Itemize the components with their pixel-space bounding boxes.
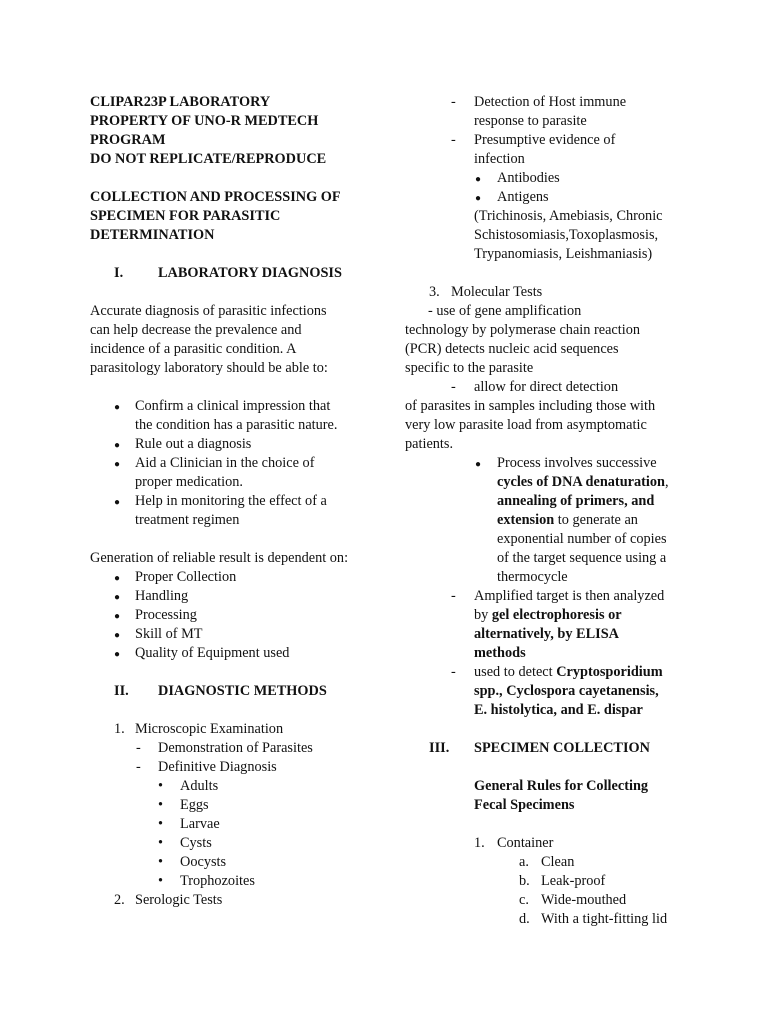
list-item	[90, 454, 372, 492]
dash-marker: -	[451, 588, 456, 604]
list-item-text: Detection of Host immune	[474, 94, 627, 110]
title-line: SPECIMEN FOR PARASITIC	[90, 208, 281, 224]
bold-text: annealing of primers, and	[497, 493, 655, 509]
paragraph-line: (PCR) detects nucleic acid sequences	[405, 341, 619, 357]
section-heading-laboratory-diagnosis	[90, 264, 372, 283]
dash-marker: -	[136, 759, 141, 775]
list-item	[90, 796, 372, 815]
header-line: CLIPAR23P LABORATORY	[90, 94, 271, 110]
reliable-list	[90, 568, 372, 663]
list-item	[90, 568, 372, 587]
list-item-text: Handling	[135, 588, 189, 604]
list-item	[90, 815, 372, 834]
bullet-icon: •	[158, 778, 164, 794]
list-item	[90, 435, 372, 454]
rule-label: Container	[497, 835, 554, 851]
bullet-icon: •	[158, 835, 164, 851]
list-item-text: response to parasite	[474, 113, 587, 129]
bullet-icon	[114, 568, 120, 588]
list-item-text: Amplified target is then analyzed	[474, 588, 665, 604]
list-item-text	[497, 473, 690, 492]
list-item-text: Process involves successive	[497, 455, 657, 471]
method-microscopic	[90, 720, 372, 739]
list-item	[90, 625, 372, 644]
section-title: LABORATORY DIAGNOSIS	[158, 265, 342, 281]
list-item	[405, 910, 690, 929]
list-item-text: Skill of MT	[135, 626, 203, 642]
list-item-text: of the target sequence using a	[497, 550, 667, 566]
header-line: DO NOT REPLICATE/REPRODUCE	[90, 151, 327, 167]
list-item	[405, 587, 690, 663]
bullet-icon	[114, 397, 120, 417]
list-item-text: Larvae	[180, 816, 220, 832]
list-item	[90, 587, 372, 606]
intro-paragraph	[90, 302, 372, 378]
rule-container	[405, 834, 690, 853]
heading-line: General Rules for Collecting	[474, 778, 649, 794]
right-column	[405, 93, 690, 929]
list-item-text: Quality of Equipment used	[135, 645, 290, 661]
list-item	[90, 492, 372, 530]
paragraph-line: incidence of a parasitic condition. A	[90, 341, 297, 357]
section-number: II.	[114, 683, 129, 699]
list-letter: a.	[519, 854, 529, 870]
section-heading-diagnostic-methods	[90, 682, 372, 701]
header-line: PROGRAM	[90, 132, 166, 148]
parasite-forms-list	[90, 777, 372, 891]
list-item-text: Cysts	[180, 835, 212, 851]
list-item	[405, 93, 690, 131]
list-item-text: treatment regimen	[135, 512, 240, 528]
list-item-text	[497, 511, 690, 530]
list-item-text: Antigens	[497, 189, 549, 205]
list-item-text: Eggs	[180, 797, 209, 813]
bullet-icon: •	[158, 797, 164, 813]
paragraph-line: technology by polymerase chain reaction	[405, 322, 641, 338]
bullet-icon	[475, 188, 481, 208]
method-label: Molecular Tests	[451, 284, 543, 300]
paragraph-line: patients.	[405, 436, 454, 452]
title-line: DETERMINATION	[90, 227, 215, 243]
paragraph-line: Accurate diagnosis of parasitic infections	[90, 303, 327, 319]
header-line: PROPERTY OF UNO-R MEDTECH	[90, 113, 319, 129]
list-item	[90, 606, 372, 625]
paragraph-line: Trypanomiasis, Leishmaniasis)	[474, 246, 653, 262]
paragraph-line: (Trichinosis, Amebiasis, Chronic	[474, 208, 663, 224]
bullet-icon: •	[158, 873, 164, 889]
list-item-text: Oocysts	[180, 854, 227, 870]
paragraph-line: - use of gene amplification	[428, 303, 582, 319]
list-item	[90, 397, 372, 435]
list-item-text: Confirm a clinical impression that	[135, 398, 331, 414]
bullet-icon	[114, 644, 120, 664]
method-label: Serologic Tests	[135, 892, 223, 908]
list-item-text: Demonstration of Parasites	[158, 740, 313, 756]
list-item-text: proper medication.	[135, 474, 243, 490]
dash-marker: -	[136, 740, 141, 756]
list-item	[405, 378, 690, 397]
list-item	[405, 169, 690, 188]
bold-text: cycles of DNA denaturation	[497, 474, 665, 490]
list-item-text	[474, 606, 690, 625]
list-item	[90, 777, 372, 796]
title-line: COLLECTION AND PROCESSING OF	[90, 189, 341, 205]
method-label: Microscopic Examination	[135, 721, 284, 737]
section-number: I.	[114, 265, 124, 281]
list-item-text: Clean	[541, 854, 575, 870]
list-item	[90, 644, 372, 663]
list-item-text: Antibodies	[497, 170, 560, 186]
bold-text: extension	[497, 512, 555, 528]
list-item-text: allow for direct detection	[474, 379, 619, 395]
text-run: used to detect	[474, 664, 557, 680]
bold-text: gel electrophoresis or	[491, 607, 622, 623]
list-item-text: thermocycle	[497, 569, 568, 585]
list-item-text: Leak-proof	[541, 873, 606, 889]
disease-examples	[405, 207, 690, 264]
bullet-icon	[114, 587, 120, 607]
list-item-text: Wide-mouthed	[541, 892, 627, 908]
list-item-text: Presumptive evidence of	[474, 132, 616, 148]
bullet-icon: •	[158, 816, 164, 832]
abilities-list	[90, 397, 372, 530]
heading-line: Fecal Specimens	[474, 797, 575, 813]
list-item	[90, 872, 372, 891]
list-item-text: Trophozoites	[180, 873, 255, 889]
text-run: ,	[664, 474, 669, 490]
list-item	[405, 872, 690, 891]
dash-marker: -	[451, 664, 456, 680]
paragraph-line: very low parasite load from asymptomatic	[405, 417, 647, 433]
list-item-text: Rule out a diagnosis	[135, 436, 252, 452]
paragraph-line: of parasites in samples including those with	[405, 398, 656, 414]
list-number: 2.	[114, 892, 125, 908]
list-item-text: infection	[474, 151, 525, 167]
list-item	[90, 853, 372, 872]
list-letter: b.	[519, 873, 530, 889]
list-item	[90, 834, 372, 853]
list-item-text: Adults	[180, 778, 219, 794]
list-item	[405, 891, 690, 910]
bold-text: Cryptosporidium	[556, 664, 663, 680]
list-item	[90, 739, 372, 758]
method-molecular	[405, 283, 690, 302]
document-header	[90, 93, 372, 169]
bullet-icon	[114, 435, 120, 455]
section-heading-specimen-collection	[405, 739, 690, 758]
list-letter: d.	[519, 911, 530, 927]
list-item-text: exponential number of copies	[497, 531, 667, 547]
section-title: SPECIMEN COLLECTION	[474, 740, 650, 756]
list-item	[405, 131, 690, 169]
section-title: DIAGNOSTIC METHODS	[158, 683, 327, 699]
list-item-text: With a tight-fitting lid	[541, 911, 668, 927]
list-item-text	[474, 663, 690, 682]
list-item	[405, 188, 690, 207]
document-title	[90, 188, 372, 245]
pcr-paragraph	[405, 302, 690, 378]
bold-text: E. histolytica, and E. dispar	[474, 702, 643, 718]
list-item-text: the condition has a parasitic nature.	[135, 417, 338, 433]
method-serologic	[90, 891, 372, 910]
left-column	[90, 93, 372, 910]
bullet-icon	[475, 454, 481, 474]
bullet-icon	[114, 625, 120, 645]
list-number: 1.	[474, 835, 485, 851]
bold-text: alternatively, by ELISA	[474, 626, 619, 642]
rules-heading	[405, 777, 690, 815]
paragraph-line: can help decrease the prevalence and	[90, 322, 302, 338]
container-requirements	[405, 853, 690, 929]
list-number: 3.	[429, 284, 440, 300]
text-run: to generate an	[554, 512, 638, 528]
paragraph-line: Schistosomiasis,Toxoplasmosis,	[474, 227, 659, 243]
dash-marker: -	[451, 94, 456, 110]
paragraph-line: parasitology laboratory should be able to:	[90, 360, 328, 376]
bullet-icon	[475, 169, 481, 189]
bold-text: methods	[474, 645, 526, 661]
direct-detection-paragraph	[405, 397, 690, 454]
list-letter: c.	[519, 892, 529, 908]
list-item-text: Help in monitoring the effect of a	[135, 493, 327, 509]
list-item-text: Definitive Diagnosis	[158, 759, 277, 775]
bold-text: spp., Cyclospora cayetanensis,	[474, 683, 659, 699]
bullet-icon: •	[158, 854, 164, 870]
dash-marker: -	[451, 132, 456, 148]
list-item	[90, 758, 372, 777]
list-number: 1.	[114, 721, 125, 737]
paragraph-line: specific to the parasite	[405, 360, 534, 376]
list-item-text: Proper Collection	[135, 569, 237, 585]
section-number: III.	[429, 740, 450, 756]
bullet-icon	[114, 606, 120, 626]
reliable-intro: Generation of reliable result is dependent on:	[90, 550, 349, 566]
list-item	[405, 663, 690, 720]
list-item-text: Processing	[135, 607, 197, 623]
bullet-icon	[114, 454, 120, 474]
list-item	[405, 853, 690, 872]
bullet-icon	[114, 492, 120, 512]
list-item-text: Aid a Clinician in the choice of	[135, 455, 315, 471]
pcr-process-item	[405, 454, 690, 587]
text-run: by	[474, 607, 492, 623]
dash-marker: -	[451, 379, 456, 395]
